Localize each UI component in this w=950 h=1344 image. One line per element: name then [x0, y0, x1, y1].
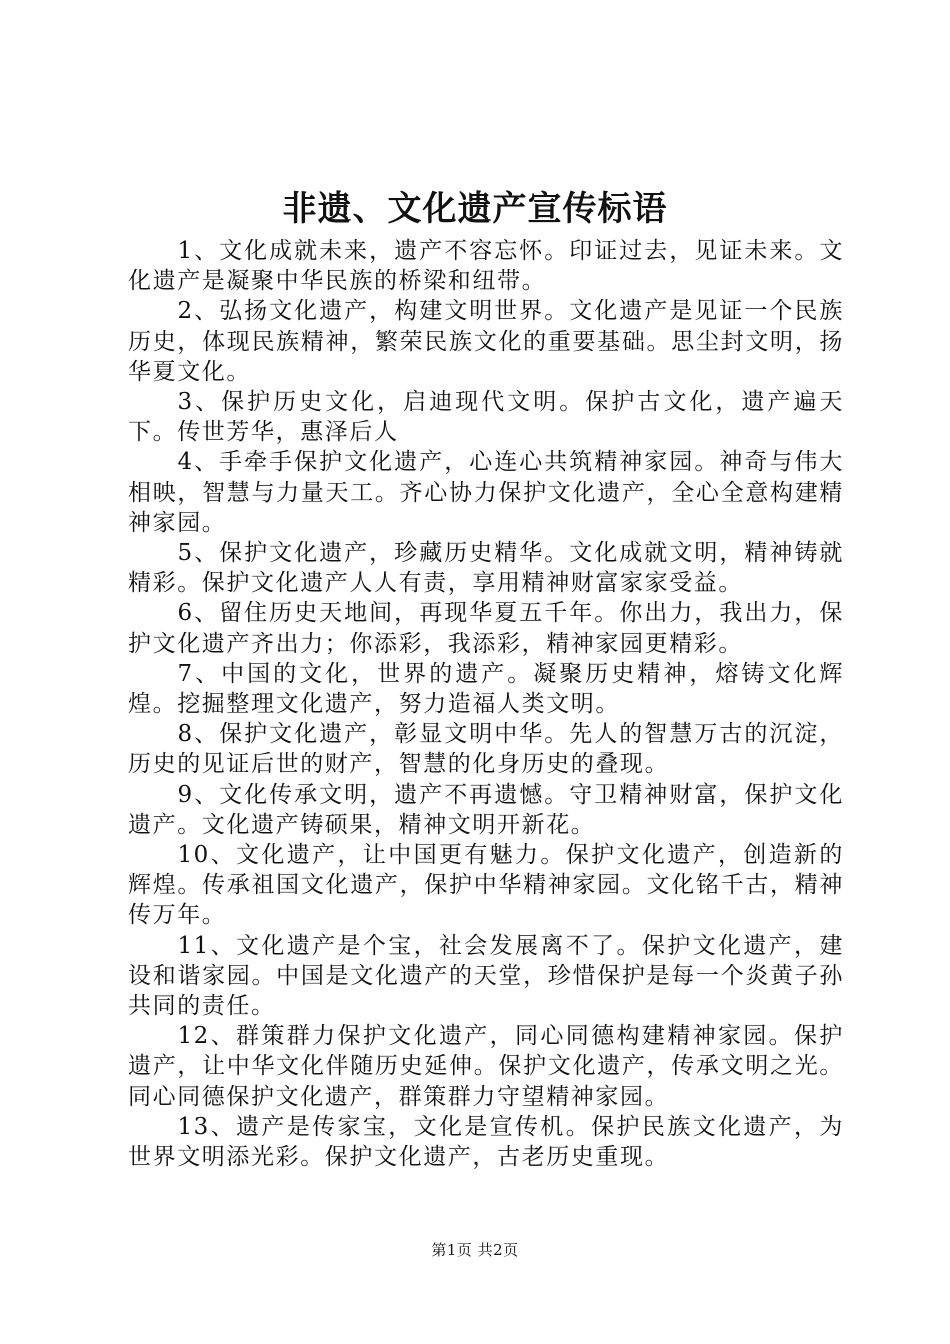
slogan-paragraph: 3、保护历史文化，启迪现代文明。保护古文化，遗产遍天下。传世芳华，惠泽后人 — [128, 389, 844, 446]
slogan-paragraph: 11、文化遗产是个宝，社会发展离不了。保护文化遗产，建设和谐家园。中国是文化遗产的天堂，珍惜保护是每一个炎黄子孙共同的责任。 — [128, 932, 844, 1020]
slogan-paragraph: 8、保护文化遗产，彰显文明中华。先人的智慧万古的沉淀，历史的见证后世的财产，智慧的化身历史的叠现。 — [128, 721, 844, 778]
slogan-paragraph: 13、遗产是传家宝，文化是宣传机。保护民族文化遗产，为世界文明添光彩。保护文化遗产，古老历史重现。 — [128, 1113, 844, 1171]
slogan-paragraph: 5、保护文化遗产，珍藏历史精华。文化成就文明，精神铸就精彩。保护文化遗产人人有责，享用精神财富家家受益。 — [128, 540, 844, 597]
slogan-paragraph: 9、文化传承文明，遗产不再遗憾。守卫精神财富，保护文化遗产。文化遗产铸硕果，精神文明开新花。 — [128, 781, 844, 838]
slogan-paragraph: 6、留住历史天地间，再现华夏五千年。你出力，我出力，保护文化遗产齐出力；你添彩，我添彩，精神家园更精彩。 — [128, 600, 844, 657]
slogan-paragraph: 10、文化遗产，让中国更有魅力。保护文化遗产，创造新的辉煌。传承祖国文化遗产，保护中华精神家园。文化铭千古，精神传万年。 — [128, 842, 844, 929]
document-body — [128, 236, 844, 1172]
page-footer: 第1页 共2页 — [431, 1241, 519, 1259]
slogan-paragraph: 1、文化成就未来，遗产不容忘怀。印证过去，见证未来。文化遗产是凝聚中华民族的桥梁和纽带。 — [128, 238, 844, 295]
document-title: 非遗、文化遗产宣传标语 — [282, 189, 668, 229]
slogan-paragraph: 4、手牵手保护文化遗产，心连心共筑精神家园。神奇与伟大相映，智慧与力量天工。齐心协力保护文化遗产，全心全意构建精神家园。 — [128, 449, 844, 536]
slogan-paragraph: 7、中国的文化，世界的遗产。凝聚历史精神，熔铸文化辉煌。挖掘整理文化遗产，努力造福人类文明。 — [128, 660, 844, 718]
slogan-paragraph: 12、群策群力保护文化遗产，同心同德构建精神家园。保护遗产，让中华文化伴随历史延伸。保护文化遗产，传承文明之光。同心同德保护文化遗产，群策群力守望精神家园。 — [128, 1023, 844, 1110]
slogan-paragraph: 2、弘扬文化遗产，构建文明世界。文化遗产是见证一个民族历史，体现民族精神，繁荣民族文化的重要基础。思尘封文明，扬华夏文化。 — [128, 298, 844, 385]
